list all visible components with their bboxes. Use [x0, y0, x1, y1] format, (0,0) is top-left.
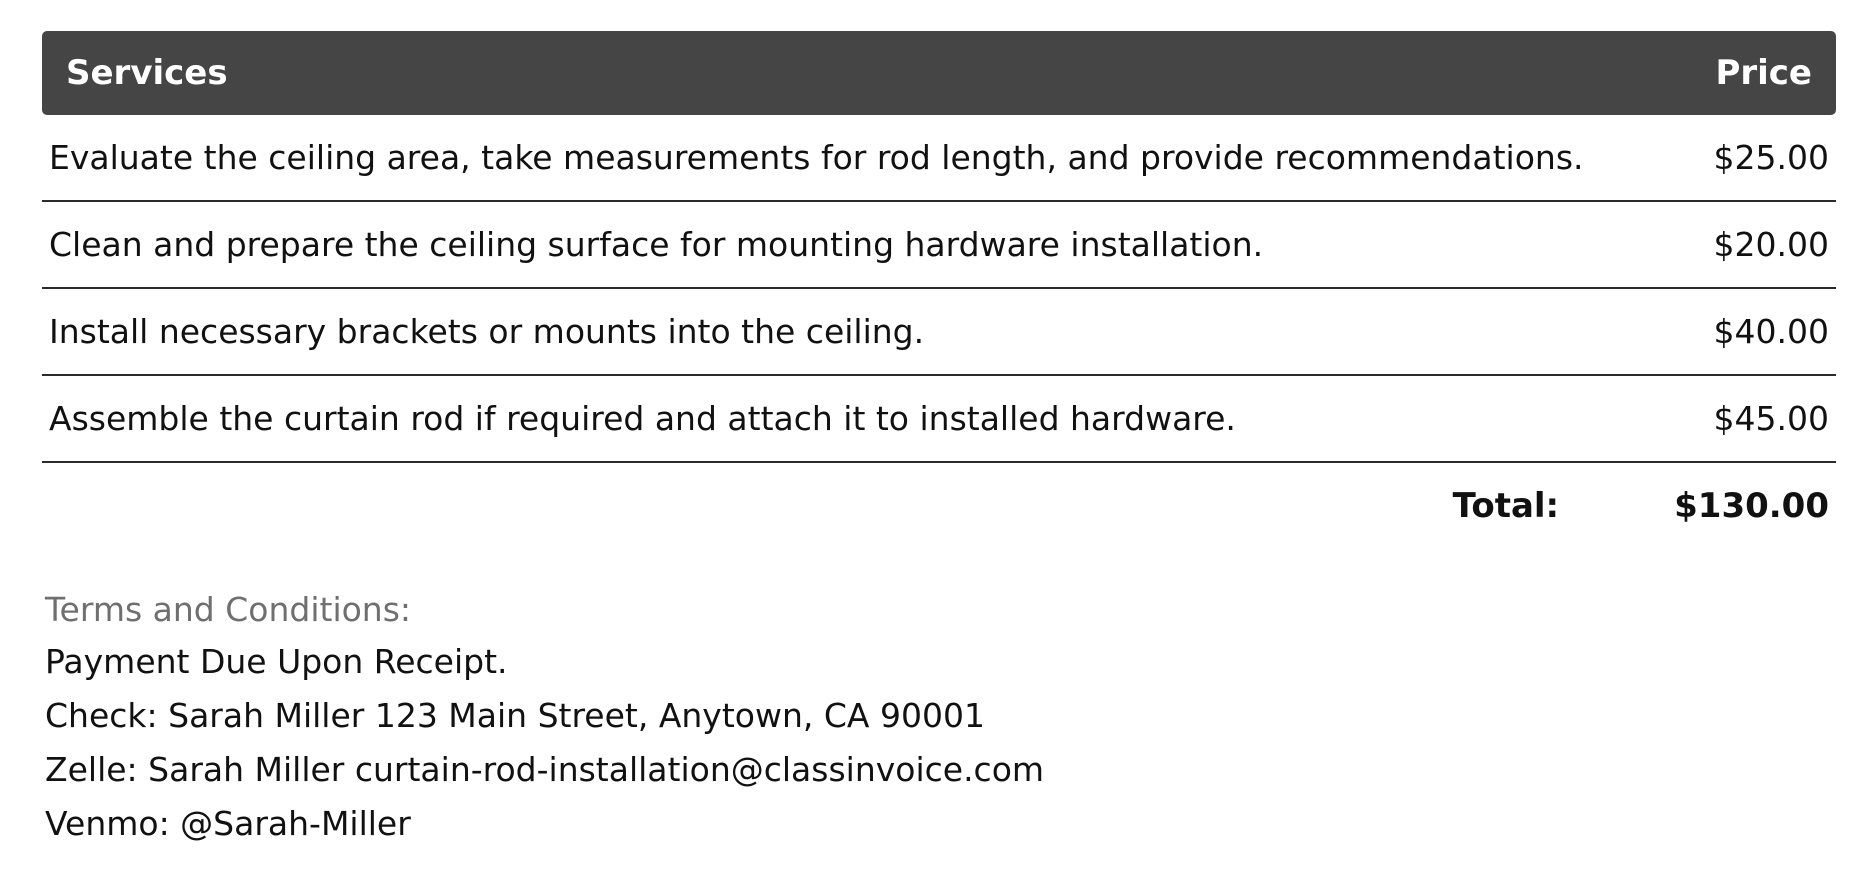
services-column-header: Services [66, 53, 228, 93]
service-description: Assemble the curtain rod if required and attach it to installed hardware. [49, 399, 1236, 438]
price-column-header: Price [1715, 53, 1812, 93]
check-payment-text: Check: Sarah Miller 123 Main Street, Anytown, CA 90001 [45, 696, 985, 735]
total-value: $130.00 [1674, 486, 1829, 526]
table-row [42, 376, 1836, 463]
zelle-payment-text: Zelle: Sarah Miller curtain-rod-installation@classinvoice.com [45, 750, 1045, 789]
table-row [42, 115, 1836, 202]
total-row [42, 463, 1836, 549]
table-row [42, 289, 1836, 376]
terms-section [42, 585, 1836, 851]
service-price: $40.00 [1713, 312, 1829, 351]
invoice [42, 31, 1836, 851]
service-price: $20.00 [1713, 225, 1829, 264]
terms-title: Terms and Conditions: [45, 590, 412, 629]
payment-due-text: Payment Due Upon Receipt. [45, 642, 508, 681]
total-label: Total: [1452, 486, 1560, 526]
service-price: $45.00 [1713, 399, 1829, 438]
services-table-header [42, 31, 1836, 115]
table-row [42, 202, 1836, 289]
service-description: Install necessary brackets or mounts into the ceiling. [49, 312, 925, 351]
service-description: Evaluate the ceiling area, take measurements for rod length, and provide recommendations. [49, 138, 1584, 177]
venmo-payment-text: Venmo: @Sarah-Miller [45, 804, 411, 843]
service-description: Clean and prepare the ceiling surface for mounting hardware installation. [49, 225, 1264, 264]
service-price: $25.00 [1713, 138, 1829, 177]
